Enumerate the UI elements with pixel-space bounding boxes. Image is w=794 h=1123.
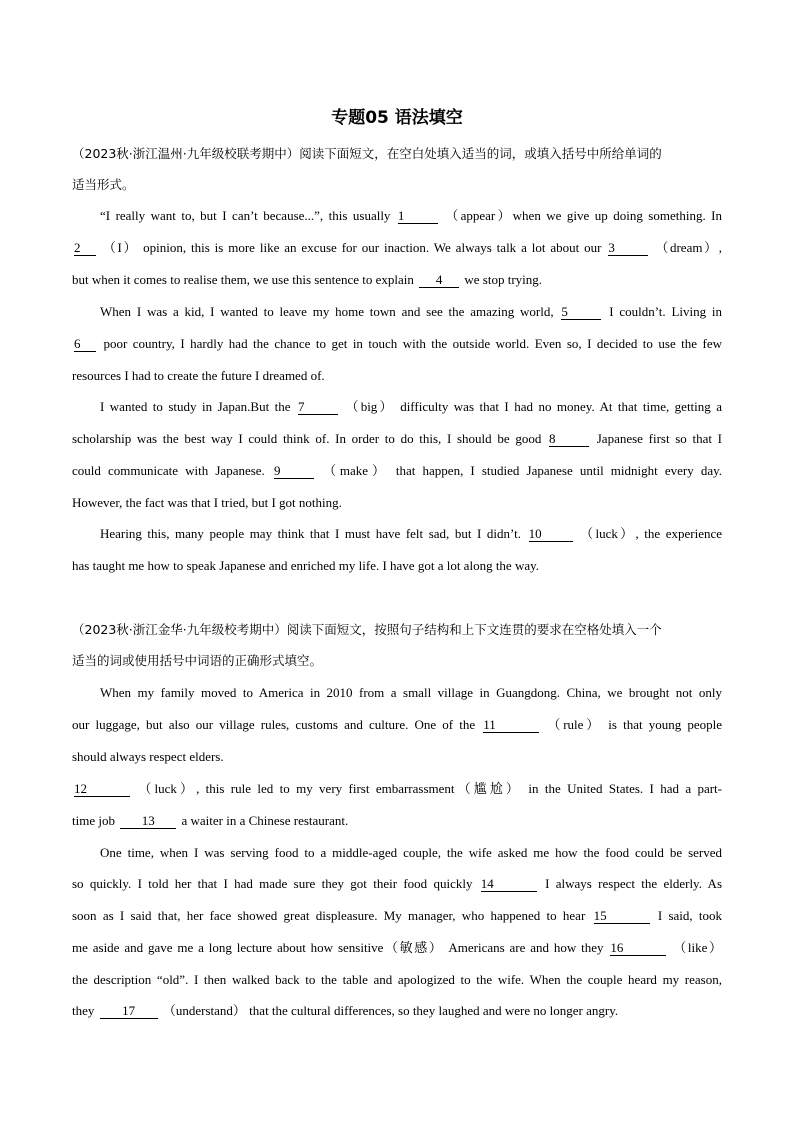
blank-17[interactable]: 17 [100,1003,158,1019]
blank-15[interactable]: 15 [594,908,650,924]
passage2-source-cont: 适当的词或使用括号中词语的正确形式填空。 [72,653,323,668]
passage1-line: scholarship was the best way I could think of. In order to do this, I should be good 8 Japanese first so that I [72,431,722,446]
passage2-line: soon as I said that, her face showed great displeasure. My manager, who happened to hear 15 I said, took [72,908,722,923]
passage2-line: When my family moved to America in 2010 from a small village in Guangdong. China, we brought not only [100,685,722,700]
passage2-line: 12 （luck）, this rule led to my very first embarrassment（尴尬） in the United States. I had a part- [74,781,722,796]
blank-7[interactable]: 7 [298,399,338,415]
passage1-line: 2 （I） opinion, this is more like an excuse for our inaction. We always talk a lot about our 3 （dream）, [74,240,722,255]
blank-8[interactable]: 8 [549,431,589,447]
passage1-line: When I was a kid, I wanted to leave my home town and see the amazing world, 5 I couldn’t. Living in [100,304,722,319]
passage2-source: （2023秋·浙江金华·九年级校考期中）阅读下面短文，按照句子结构和上下文连贯的要求在空格处填入一个 [72,622,662,637]
passage1-line: “I really want to, but I can’t because...”, this usually 1 （appear）when we give up doing something. In [100,208,722,223]
passage1-line: Hearing this, many people may think that I must have felt sad, but I didn’t. 10 （luck）, the experience [100,526,722,541]
passage1-line: could communicate with Japanese. 9 （make） that happen, I studied Japanese until midnight every day. [72,463,722,478]
passage2-line: our luggage, but also our village rules, customs and culture. One of the 11 （rule） is that young people [72,717,722,732]
blank-3[interactable]: 3 [608,240,648,256]
passage2-line: so quickly. I told her that I had made sure they got their food quickly 14 I always respect the elderly. As [72,876,722,891]
passage1-line: but when it comes to realise them, we use this sentence to explain 4 we stop trying. [72,272,543,287]
passage2-line: time job 13 a waiter in a Chinese restaurant. [72,813,349,828]
blank-9[interactable]: 9 [274,463,314,479]
blank-2[interactable]: 2 [74,240,96,256]
blank-5[interactable]: 5 [561,304,601,320]
blank-16[interactable]: 16 [610,940,666,956]
passage1-line: has taught me how to speak Japanese and enriched my life. I have got a lot along the way. [72,558,540,573]
blank-1[interactable]: 1 [398,208,438,224]
passage2-line: the description “old”. I then walked back to the table and apologized to the wife. When the couple heard my reason, [72,972,722,987]
blank-11[interactable]: 11 [483,717,539,733]
passage1-line: I wanted to study in Japan.But the 7 （big） difficulty was that I had no money. At that time, getting a [100,399,722,414]
passage1-source: （2023秋·浙江温州·九年级校联考期中）阅读下面短文，在空白处填入适当的词，或填入括号中所给单词的 [72,146,662,161]
passage1-line: 6 poor country, I hardly had the chance to get in touch with the outside world. Even so, I decided to use the few [74,336,722,351]
passage2-line: they 17 （understand） that the cultural differences, so they laughed and were no longer angry. [72,1003,619,1018]
blank-6[interactable]: 6 [74,336,96,352]
passage2-line: me aside and gave me a long lecture about how sensitive（敏感） Americans are and how they 16 （like） [72,940,722,955]
page-title: 专题05 语法填空 [331,108,463,128]
blank-13[interactable]: 13 [120,813,176,829]
passage1-line: However, the fact was that I tried, but I got nothing. [72,495,342,510]
blank-14[interactable]: 14 [481,876,537,892]
blank-12[interactable]: 12 [74,781,130,797]
passage2-line: should always respect elders. [72,749,224,764]
passage1-line: resources I had to create the future I dreamed of. [72,368,325,383]
blank-10[interactable]: 10 [529,526,573,542]
passage1-source-cont: 适当形式。 [72,177,135,192]
blank-4[interactable]: 4 [419,272,459,288]
passage2-line: One time, when I was serving food to a middle-aged couple, the wife asked me how the food could be served [100,845,722,860]
